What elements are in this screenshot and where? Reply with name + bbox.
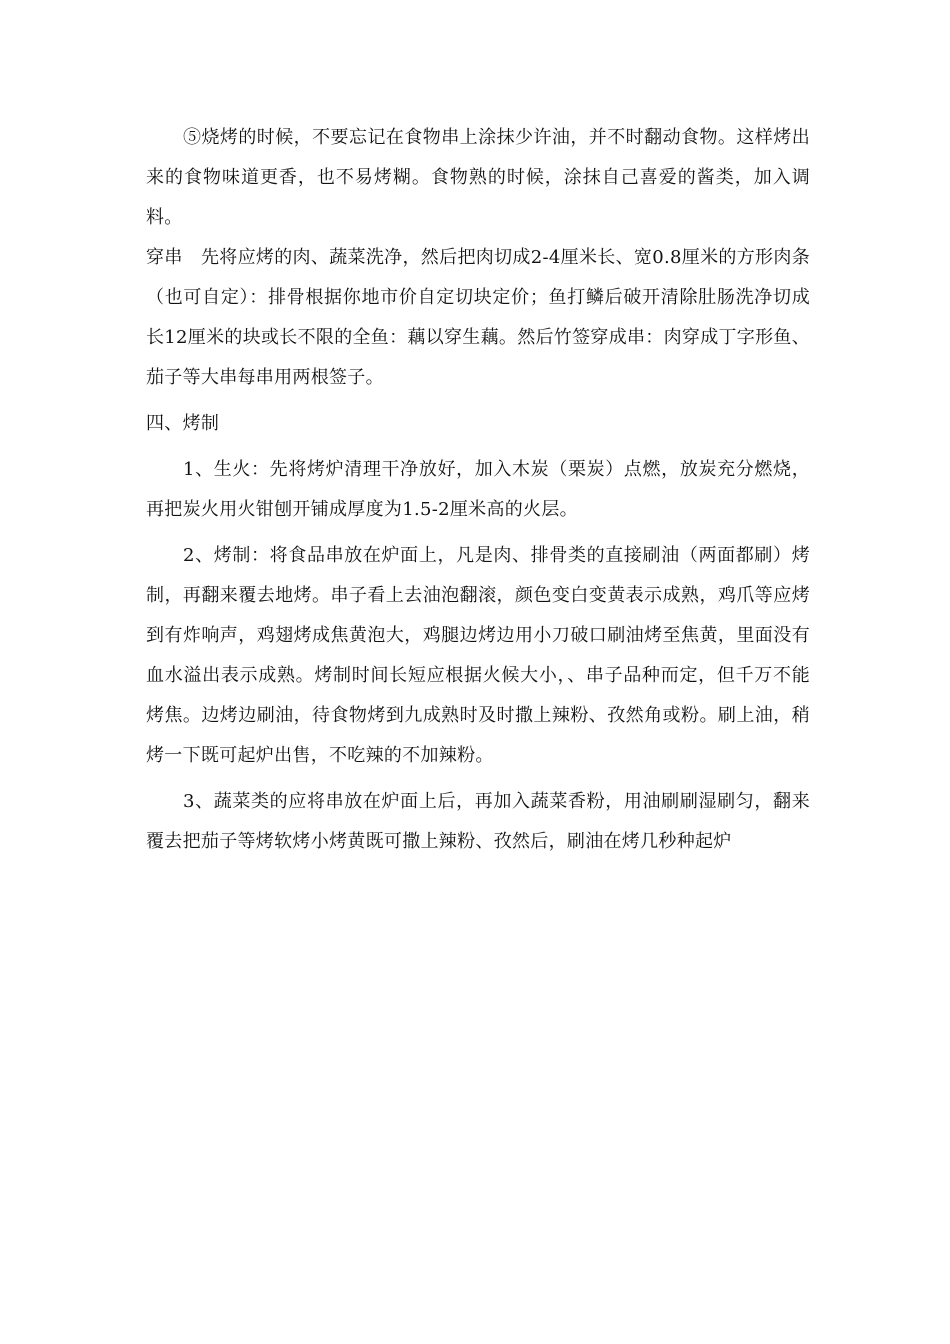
paragraph-lighting-fire: 1、生火：先将烤炉清理干净放好，加入木炭（栗炭）点燃，放炭充分燃烧，再把炭火用火钳刨开铺成厚度为1.5-2厘米高的火层。 [146, 459, 810, 520]
section-heading-grilling: 四、烤制 [146, 413, 220, 434]
document-body [146, 118, 810, 862]
paragraph-skewering: 穿串 先将应烤的肉、蔬菜洗净，然后把肉切成2-4厘米长、宽0.8厘米的方形肉条（也可自定）：排骨根据你地市价自定切块定价；鱼打鳞后破开清除肚肠洗净切成长12厘米的块或长不限的全鱼：藕以穿生藕。然后竹签穿成串：肉穿成丁字形鱼、茄子等大串每串用两根签子。 [146, 247, 811, 388]
paragraph-grilling-tips: ⑤烧烤的时候，不要忘记在食物串上涂抹少许油，并不时翻动食物。这样烤出来的食物味道更香，也不易烤糊。食物熟的时候，涂抹自己喜爱的酱类，加入调料。 [146, 127, 810, 228]
paragraph-grilling-process: 2、烤制：将食品串放在炉面上，凡是肉、排骨类的直接刷油（两面都刷）烤制，再翻来覆去地烤。串子看上去油泡翻滚，颜色变白变黄表示成熟，鸡爪等应烤到有炸响声，鸡翅烤成焦黄泡大，鸡腿边烤边用小刀破口刷油烤至焦黄，里面没有血水溢出表示成熟。烤制时间长短应根据火候大小，、串子品种而定，但千万不能烤焦。边烤边刷油，待食物烤到九成熟时及时撒上辣粉、孜然角或粉。刷上油，稍烤一下既可起炉出售，不吃辣的不加辣粉。 [146, 545, 810, 766]
paragraph-vegetables: 3、蔬菜类的应将串放在炉面上后，再加入蔬菜香粉，用油刷刷湿刷匀，翻来覆去把茄子等烤软烤小烤黄既可撒上辣粉、孜然后，刷油在烤几秒种起炉 [146, 791, 810, 852]
